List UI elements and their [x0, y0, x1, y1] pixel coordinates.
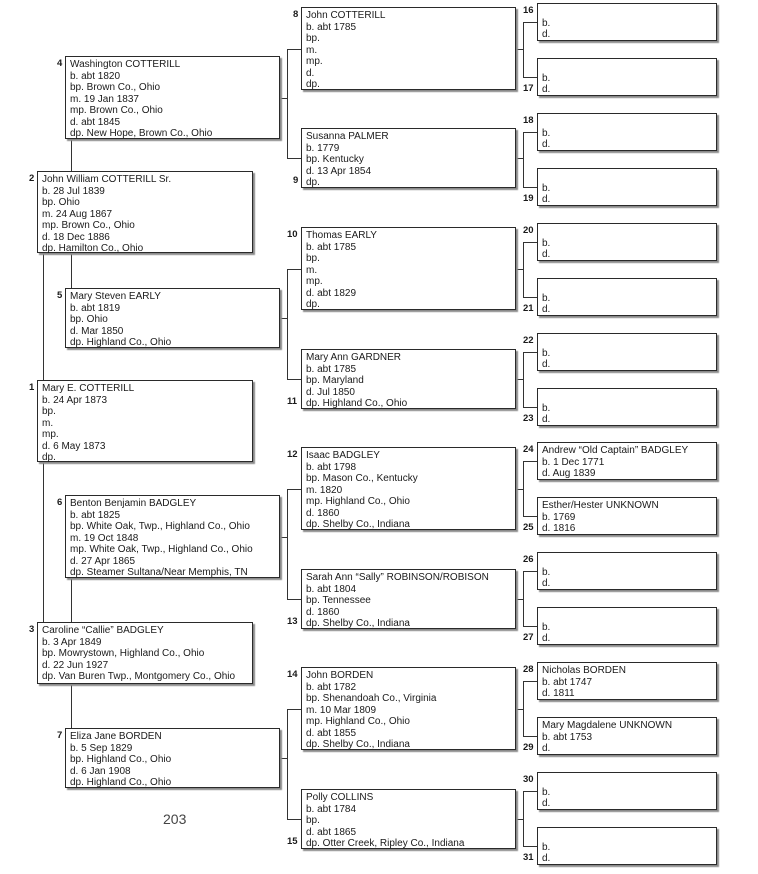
person-field: b. 1 Dec 1771	[542, 456, 605, 468]
person-field: bp. Shenandoah Co., Virginia	[306, 693, 437, 704]
connector-line	[523, 681, 537, 682]
person-field: m. 24 Aug 1867	[42, 208, 113, 220]
person-field: b. abt 1798	[306, 461, 357, 473]
connector-line	[516, 819, 523, 820]
person-field: b.	[542, 292, 551, 304]
person-name: John BORDEN	[306, 670, 374, 681]
person-field: m.	[306, 44, 318, 56]
person-box-31	[537, 827, 717, 865]
connector-line	[523, 242, 537, 243]
person-field: d.	[542, 633, 551, 644]
connector-line	[516, 709, 523, 710]
connector-line	[523, 461, 524, 516]
person-field: b. abt 1820	[70, 70, 121, 82]
connector-line	[523, 22, 537, 23]
person-field: mp. Brown Co., Ohio	[70, 105, 163, 116]
connector-line	[516, 49, 523, 50]
connector-line	[523, 77, 537, 78]
connector-line	[523, 791, 524, 846]
ahnentafel-number: 24	[523, 444, 534, 455]
person-name	[542, 61, 712, 73]
connector-line	[516, 158, 523, 159]
person-field: b. 28 Jul 1839	[42, 185, 105, 197]
person-field: bp. Mason Co., Kentucky	[306, 473, 418, 484]
person-field: bp. White Oak, Twp., Highland Co., Ohio	[70, 521, 250, 532]
connector-line	[516, 379, 523, 380]
person-field: dp. New Hope, Brown Co., Ohio	[70, 128, 213, 139]
person-field: d.	[542, 798, 551, 809]
ahnentafel-number: 15	[287, 836, 298, 847]
person-name: Andrew “Old Captain” BADGLEY	[542, 445, 689, 456]
person-box-29	[537, 717, 717, 755]
connector-line	[287, 158, 301, 159]
person-name	[542, 226, 712, 238]
person-field: m. 10 Mar 1809	[306, 704, 377, 716]
person-field: b.	[542, 237, 551, 249]
ahnentafel-number: 3	[29, 624, 35, 635]
connector-line	[523, 846, 537, 847]
person-box-2	[37, 171, 253, 253]
ahnentafel-number: 8	[293, 9, 299, 20]
person-box-1	[37, 380, 253, 462]
person-name: Sarah Ann “Sally” ROBINSON/ROBISON	[306, 572, 489, 583]
person-field: d. abt 1829	[306, 287, 357, 299]
person-name: Thomas EARLY	[306, 230, 377, 241]
person-field: bp. Highland Co., Ohio	[70, 754, 172, 765]
person-field: mp. Highland Co., Ohio	[306, 716, 410, 727]
person-field: d. 18 Dec 1886	[42, 231, 110, 243]
person-name	[542, 555, 712, 567]
connector-line	[523, 516, 537, 517]
person-field: m. 1820	[306, 484, 343, 496]
person-field: d. 13 Apr 1854	[306, 165, 372, 177]
connector-line	[287, 269, 288, 380]
ahnentafel-number: 6	[57, 497, 63, 508]
person-field: b.	[542, 841, 551, 853]
ahnentafel-number: 11	[287, 396, 298, 407]
ahnentafel-number: 17	[523, 83, 534, 94]
person-field: bp.	[306, 33, 320, 44]
ahnentafel-number: 29	[523, 742, 534, 753]
ahnentafel-number: 12	[287, 449, 298, 460]
person-box-4	[65, 56, 280, 139]
person-field: d. 1811	[542, 688, 575, 699]
person-field: dp.	[42, 452, 56, 463]
ahnentafel-number: 7	[57, 730, 63, 741]
ahnentafel-number: 14	[287, 669, 298, 680]
person-field: b. 1779	[306, 142, 340, 154]
connector-line	[523, 681, 524, 736]
person-field: d.	[542, 304, 551, 315]
connector-line	[287, 709, 301, 710]
connector-line	[280, 758, 287, 759]
person-field: b. abt 1785	[306, 363, 357, 375]
person-field: mp.	[306, 56, 323, 67]
person-name	[542, 775, 712, 787]
person-field: dp.	[306, 79, 320, 90]
person-name: Susanna PALMER	[306, 131, 389, 142]
ahnentafel-number: 20	[523, 225, 534, 236]
person-box-20	[537, 223, 717, 261]
person-box-14	[301, 667, 516, 750]
person-box-3	[37, 622, 253, 684]
person-field: dp. Hamilton Co., Ohio	[42, 243, 144, 254]
person-box-10	[301, 227, 516, 310]
person-field: b.	[542, 17, 551, 29]
ahnentafel-number: 18	[523, 115, 534, 126]
person-field: d. Aug 1839	[542, 468, 596, 479]
person-name: Nicholas BORDEN	[542, 665, 626, 676]
ahnentafel-number: 19	[523, 193, 534, 204]
person-field: bp.	[42, 406, 56, 417]
person-field: d. abt 1845	[70, 116, 121, 128]
person-field: dp. Highland Co., Ohio	[70, 337, 172, 348]
person-name: John William COTTERILL Sr.	[42, 174, 172, 185]
person-field: dp. Highland Co., Ohio	[70, 777, 172, 788]
person-box-13	[301, 569, 516, 629]
person-box-26	[537, 552, 717, 590]
person-box-9	[301, 128, 516, 188]
person-field: d. abt 1855	[306, 727, 357, 739]
connector-line	[280, 318, 287, 319]
connector-line	[287, 49, 301, 50]
person-field: b. abt 1782	[306, 681, 357, 693]
person-name	[542, 6, 712, 18]
ahnentafel-number: 1	[29, 382, 35, 393]
person-field: dp. Shelby Co., Indiana	[306, 519, 410, 530]
person-name: Mary Ann GARDNER	[306, 352, 402, 363]
person-box-22	[537, 333, 717, 371]
connector-line	[287, 709, 288, 820]
person-box-23	[537, 388, 717, 426]
person-field: dp.	[306, 299, 320, 310]
person-name: Esther/Hester UNKNOWN	[542, 500, 659, 511]
person-field: bp. Ohio	[70, 314, 108, 325]
person-field: b. abt 1785	[306, 241, 357, 253]
person-field: b. 24 Apr 1873	[42, 394, 108, 406]
connector-line	[287, 819, 301, 820]
person-field: d. 22 Jun 1927	[42, 659, 109, 671]
person-field: d.	[306, 67, 315, 79]
person-field: mp. Highland Co., Ohio	[306, 496, 410, 507]
person-box-28	[537, 662, 717, 700]
person-field: d.	[542, 578, 551, 589]
person-field: d.	[542, 853, 551, 864]
person-field: m. 19 Oct 1848	[70, 532, 139, 544]
person-name	[542, 116, 712, 128]
person-name: Mary Magdalene UNKNOWN	[542, 720, 673, 731]
ahnentafel-number: 16	[523, 5, 534, 16]
connector-line	[287, 49, 288, 159]
connector-line	[523, 407, 537, 408]
person-box-5	[65, 288, 280, 348]
person-field: bp. Mowrystown, Highland Co., Ohio	[42, 648, 205, 659]
person-name: Eliza Jane BORDEN	[70, 731, 162, 742]
person-name: John COTTERILL	[306, 10, 386, 21]
person-field: d. Mar 1850	[70, 325, 124, 337]
person-field: d.	[542, 743, 551, 754]
person-field: b.	[542, 182, 551, 194]
connector-line	[523, 791, 537, 792]
ahnentafel-number: 23	[523, 413, 534, 424]
person-box-15	[301, 789, 516, 849]
connector-line	[523, 736, 537, 737]
person-field: b.	[542, 621, 551, 633]
person-field: b. abt 1819	[70, 302, 121, 314]
person-name: Isaac BADGLEY	[306, 450, 380, 461]
person-field: d. abt 1865	[306, 826, 357, 838]
person-field: bp. Ohio	[42, 197, 80, 208]
connector-line	[280, 537, 287, 538]
ahnentafel-number: 4	[57, 58, 63, 69]
person-field: b.	[542, 72, 551, 84]
person-field: b. 1769	[542, 511, 576, 523]
person-box-16	[537, 3, 717, 41]
person-field: mp.	[306, 276, 323, 287]
person-field: b.	[542, 127, 551, 139]
person-field: dp. Shelby Co., Indiana	[306, 739, 410, 750]
person-field: m.	[306, 264, 318, 276]
ahnentafel-number: 21	[523, 303, 534, 314]
person-name: Benton Benjamin BADGLEY	[70, 498, 197, 509]
connector-line	[287, 379, 301, 380]
person-box-12	[301, 447, 516, 530]
person-name	[542, 830, 712, 842]
person-field: m. 19 Jan 1837	[70, 93, 139, 105]
person-name	[542, 391, 712, 403]
person-field: d.	[542, 359, 551, 370]
person-field: b.	[542, 566, 551, 578]
ahnentafel-number: 22	[523, 335, 534, 346]
person-box-11	[301, 349, 516, 409]
person-field: mp. Brown Co., Ohio	[42, 220, 135, 231]
person-field: d.	[542, 84, 551, 95]
connector-line	[287, 269, 301, 270]
person-field: d. 1816	[542, 523, 576, 534]
person-field: d. 6 May 1873	[42, 440, 106, 452]
connector-line	[523, 352, 537, 353]
person-name: Mary E. COTTERILL	[42, 383, 135, 394]
person-name: Mary Steven EARLY	[70, 291, 161, 302]
connector-line	[280, 98, 287, 99]
person-field: b. abt 1785	[306, 21, 357, 33]
person-field: b. abt 1784	[306, 803, 357, 815]
person-field: d.	[542, 249, 551, 260]
person-box-8	[301, 7, 516, 90]
ahnentafel-number: 25	[523, 522, 534, 533]
person-box-25	[537, 497, 717, 535]
connector-line	[287, 489, 301, 490]
ahnentafel-number: 5	[57, 290, 63, 301]
person-field: bp. Tennessee	[306, 595, 371, 606]
person-field: d.	[542, 139, 551, 150]
connector-line	[523, 352, 524, 407]
person-field: dp. Shelby Co., Indiana	[306, 618, 410, 629]
person-field: d. Jul 1850	[306, 386, 355, 398]
person-field: b. 3 Apr 1849	[42, 636, 102, 648]
person-field: d. 6 Jan 1908	[70, 765, 131, 777]
person-field: dp. Van Buren Twp., Montgomery Co., Ohio	[42, 671, 236, 682]
person-name: Washington COTTERILL	[70, 59, 181, 70]
connector-line	[523, 187, 537, 188]
person-field: d.	[542, 194, 551, 205]
person-field: dp. Otter Creek, Ripley Co., Indiana	[306, 838, 465, 849]
person-box-17	[537, 58, 717, 96]
ahnentafel-number: 28	[523, 664, 534, 675]
ahnentafel-number: 2	[29, 173, 35, 184]
person-field: b. abt 1753	[542, 731, 593, 743]
connector-line	[523, 461, 537, 462]
connector-line	[287, 599, 301, 600]
person-name: Caroline “Callie” BADGLEY	[42, 625, 164, 636]
person-field: b. abt 1804	[306, 583, 357, 595]
person-name	[542, 336, 712, 348]
person-box-21	[537, 278, 717, 316]
person-box-6	[65, 495, 280, 578]
person-field: m.	[42, 417, 54, 429]
connector-line	[523, 132, 537, 133]
person-field: b. 5 Sep 1829	[70, 742, 133, 754]
person-field: mp. White Oak, Twp., Highland Co., Ohio	[70, 544, 253, 555]
connector-line	[523, 626, 537, 627]
person-field: d. 27 Apr 1865	[70, 555, 136, 567]
person-name	[542, 610, 712, 622]
person-field: b.	[542, 347, 551, 359]
connector-line	[523, 571, 537, 572]
person-field: mp.	[42, 429, 59, 440]
ahnentafel-number: 13	[287, 616, 298, 627]
person-field: b.	[542, 786, 551, 798]
person-box-18	[537, 113, 717, 151]
ahnentafel-number: 27	[523, 632, 534, 643]
person-field: d. 1860	[306, 606, 340, 618]
person-name: Polly COLLINS	[306, 792, 374, 803]
page-number: 203	[163, 811, 187, 827]
connector-line	[516, 489, 523, 490]
person-field: bp. Brown Co., Ohio	[70, 82, 161, 93]
connector-line	[523, 571, 524, 626]
ahnentafel-number: 31	[523, 852, 534, 863]
person-field: dp. Highland Co., Ohio	[306, 398, 408, 409]
person-field: b.	[542, 402, 551, 414]
person-field: b. abt 1747	[542, 676, 593, 688]
connector-line	[523, 242, 524, 297]
ahnentafel-number: 9	[293, 175, 299, 186]
ahnentafel-number: 30	[523, 774, 534, 785]
connector-line	[523, 22, 524, 77]
person-field: dp. Steamer Sultana/Near Memphis, TN	[70, 567, 248, 578]
connector-line	[516, 269, 523, 270]
connector-line	[516, 599, 523, 600]
person-field: b. abt 1825	[70, 509, 121, 521]
ahnentafel-number: 26	[523, 554, 534, 565]
person-field: d. 1860	[306, 507, 340, 519]
person-field: bp.	[306, 253, 320, 264]
person-box-19	[537, 168, 717, 206]
connector-line	[523, 297, 537, 298]
person-name	[542, 171, 712, 183]
connector-line	[523, 132, 524, 187]
person-field: d.	[542, 29, 551, 40]
person-box-30	[537, 772, 717, 810]
person-field: dp.	[306, 177, 320, 188]
person-box-27	[537, 607, 717, 645]
connector-line	[287, 489, 288, 600]
person-field: bp. Kentucky	[306, 154, 364, 165]
person-box-7	[65, 728, 280, 788]
person-field: bp. Maryland	[306, 375, 364, 386]
person-box-24	[537, 442, 717, 480]
person-name	[542, 281, 712, 293]
ahnentafel-number: 10	[287, 229, 298, 240]
person-field: d.	[542, 414, 551, 425]
person-field: bp.	[306, 815, 320, 826]
